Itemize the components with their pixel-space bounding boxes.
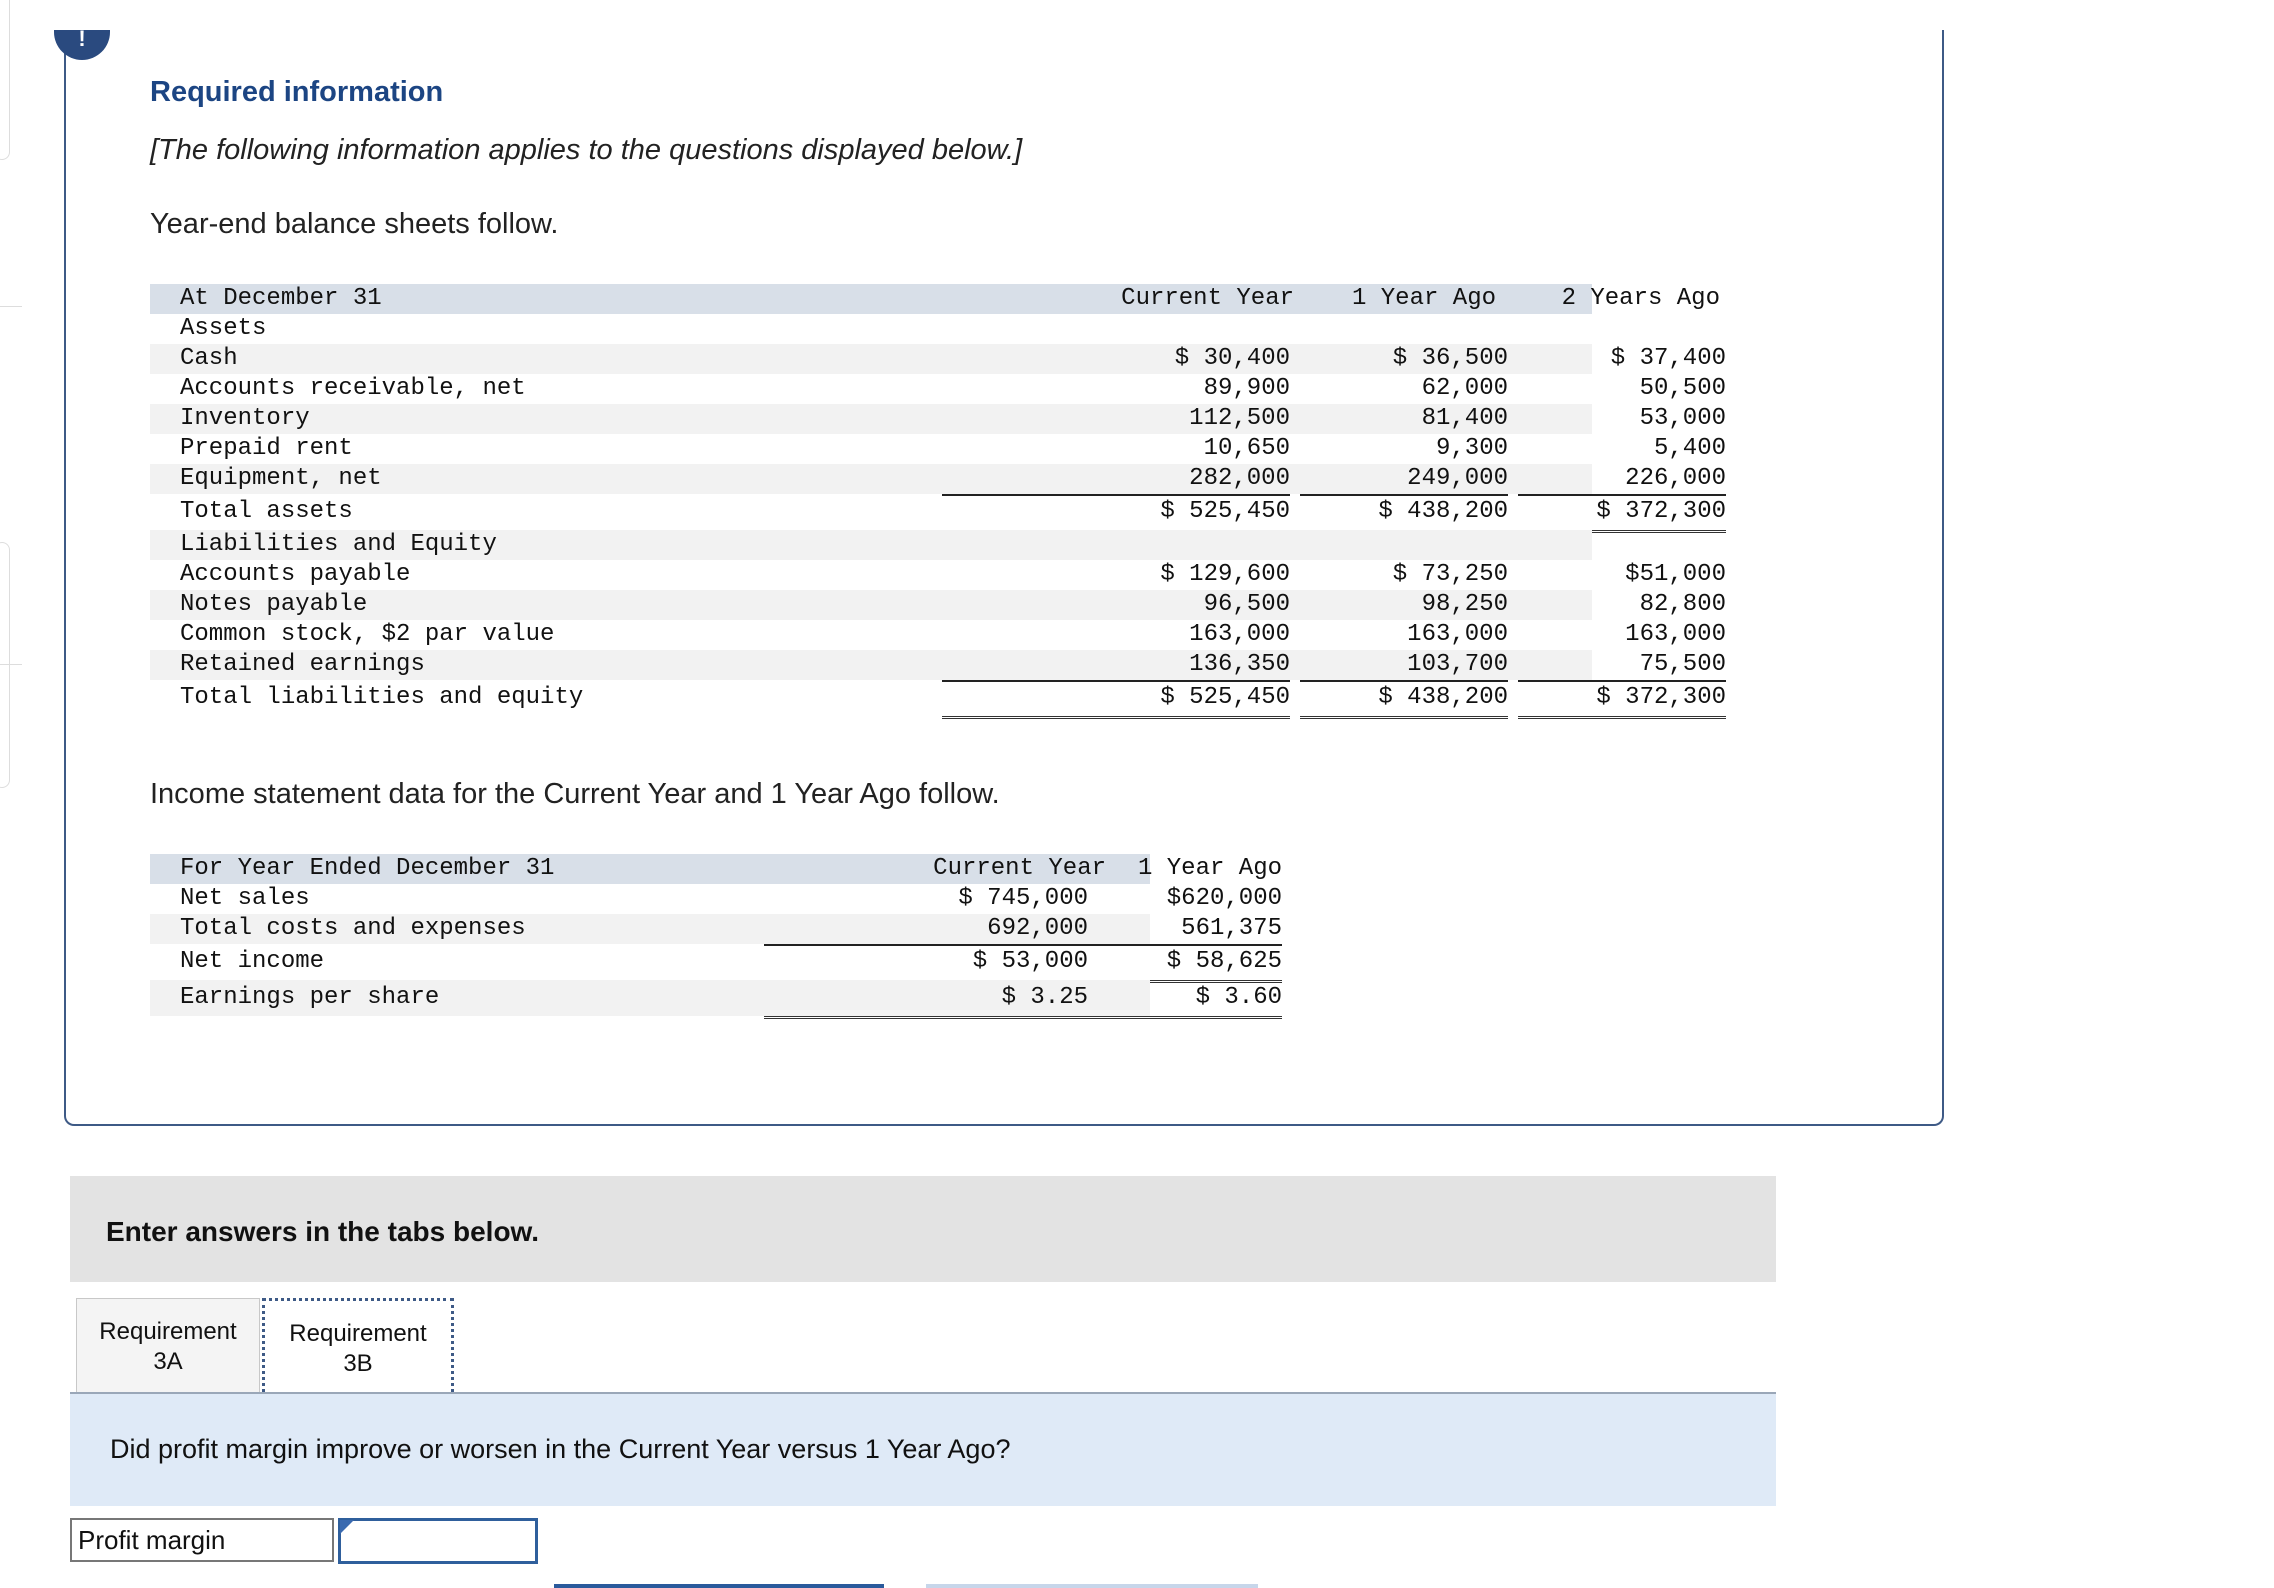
header-current-year: Current Year bbox=[933, 855, 1106, 882]
row-label: Total assets bbox=[180, 498, 353, 525]
table-row bbox=[150, 434, 1726, 464]
info-badge-icon: ! bbox=[54, 30, 110, 60]
cell-1-year-ago: 561,375 bbox=[960, 914, 1282, 946]
cell-1-year-ago: $ 73,250 bbox=[1392, 561, 1508, 588]
total-row bbox=[150, 680, 1726, 716]
cell-1-year-ago: $ 58,625 bbox=[960, 944, 1282, 983]
balance-sheet-table bbox=[150, 284, 1726, 716]
table-row bbox=[150, 464, 1726, 494]
table-row bbox=[150, 914, 1282, 944]
cell-2-years-ago: $51,000 bbox=[1625, 561, 1726, 588]
header-current-year: Current Year bbox=[1121, 285, 1294, 312]
enter-answers-label: Enter answers in the tabs below. bbox=[106, 1216, 540, 1247]
table-row bbox=[150, 374, 1726, 404]
gutter-panel bbox=[0, 0, 10, 160]
assets-heading: Assets bbox=[180, 315, 267, 342]
table-row bbox=[150, 344, 1726, 374]
tab-label-line2: 3B bbox=[343, 1350, 373, 1377]
cell-1-year-ago: 62,000 bbox=[1421, 375, 1508, 402]
row-label: Total costs and expenses bbox=[180, 915, 526, 942]
cell-1-year-ago: $ 36,500 bbox=[1392, 345, 1508, 372]
cell-1-year-ago: $ 3.60 bbox=[960, 980, 1282, 1019]
cell-1-year-ago: 81,400 bbox=[1421, 405, 1508, 432]
header-1-year-ago: 1 Year Ago bbox=[1351, 285, 1496, 312]
tab-label-line1: Requirement bbox=[289, 1320, 427, 1347]
tab-label-line1: Requirement bbox=[99, 1318, 237, 1345]
income-statement-table bbox=[150, 854, 1282, 1016]
cell-2-years-ago: 163,000 bbox=[1625, 621, 1726, 648]
gutter-panel bbox=[0, 542, 10, 788]
cell-2-years-ago: 50,500 bbox=[1639, 375, 1726, 402]
total-row bbox=[150, 494, 1726, 530]
cell-2-years-ago: 53,000 bbox=[1639, 405, 1726, 432]
cell-current-year: $ 3.25 bbox=[764, 980, 1088, 1019]
cell-current-year: 112,500 bbox=[1189, 405, 1290, 432]
row-label: Cash bbox=[180, 345, 238, 372]
cell-current-year: $ 30,400 bbox=[1174, 345, 1290, 372]
cell-2-years-ago: $ 372,300 bbox=[1518, 680, 1726, 719]
income-intro: Income statement data for the Current Year and 1 Year Ago follow. bbox=[150, 778, 1000, 810]
cell-current-year: 136,350 bbox=[942, 650, 1290, 682]
table-row bbox=[150, 590, 1726, 620]
row-label: Notes payable bbox=[180, 591, 368, 618]
section-heading bbox=[150, 530, 1592, 560]
enter-answers-panel bbox=[70, 1176, 1776, 1282]
row-label: Equipment, net bbox=[180, 465, 382, 492]
row-label: Common stock, $2 par value bbox=[180, 621, 555, 648]
question-text: Did profit margin improve or worsen in the Current Year versus 1 Year Ago? bbox=[110, 1434, 1011, 1464]
table-header-row bbox=[150, 284, 1720, 314]
profit-margin-dropdown[interactable] bbox=[338, 1518, 538, 1564]
table-row bbox=[150, 620, 1726, 650]
row-label: Earnings per share bbox=[180, 984, 440, 1011]
profit-margin-label: Profit margin bbox=[70, 1518, 334, 1562]
cell-2-years-ago: 82,800 bbox=[1639, 591, 1726, 618]
cell-2-years-ago: $ 37,400 bbox=[1610, 345, 1726, 372]
row-label: Accounts payable bbox=[180, 561, 411, 588]
cell-current-year: 692,000 bbox=[764, 914, 1088, 946]
question-panel bbox=[70, 1394, 1776, 1506]
cell-1-year-ago: 9,300 bbox=[1435, 435, 1508, 462]
cell-1-year-ago: $ 438,200 bbox=[1300, 680, 1508, 719]
cell-1-year-ago: 249,000 bbox=[1300, 464, 1508, 496]
info-note: [The following information applies to the questions displayed below.] bbox=[150, 134, 1023, 166]
header-1-year-ago: 1 Year Ago bbox=[1137, 855, 1282, 882]
cell-current-year: 163,000 bbox=[1189, 621, 1290, 648]
table-row bbox=[150, 560, 1726, 590]
cell-current-year: $ 129,600 bbox=[1160, 561, 1290, 588]
cell-1-year-ago: $ 438,200 bbox=[1300, 494, 1508, 533]
row-label: Prepaid rent bbox=[180, 435, 353, 462]
total-row bbox=[150, 980, 1282, 1016]
row-label: Retained earnings bbox=[180, 651, 425, 678]
balance-intro: Year-end balance sheets follow. bbox=[150, 208, 559, 240]
header-label: For Year Ended December 31 bbox=[180, 855, 555, 882]
header-2-years-ago: 2 Years Ago bbox=[1561, 285, 1720, 312]
gutter-divider bbox=[0, 306, 22, 307]
cell-1-year-ago: 103,700 bbox=[1300, 650, 1508, 682]
table-row bbox=[150, 884, 1282, 914]
required-info-title: Required information bbox=[150, 76, 444, 108]
cell-2-years-ago: $ 372,300 bbox=[1518, 494, 1726, 533]
cell-2-years-ago: 226,000 bbox=[1518, 464, 1726, 496]
gutter-divider bbox=[0, 664, 22, 665]
cell-2-years-ago: 5,400 bbox=[1653, 435, 1726, 462]
cell-current-year: 282,000 bbox=[942, 464, 1290, 496]
total-row bbox=[150, 944, 1282, 980]
tab-requirement-3a[interactable] bbox=[76, 1298, 260, 1392]
dropdown-corner-icon bbox=[340, 1520, 354, 1534]
cell-current-year: 89,900 bbox=[1203, 375, 1290, 402]
cell-current-year: 10,650 bbox=[1203, 435, 1290, 462]
row-label: Inventory bbox=[180, 405, 310, 432]
cell-current-year: $ 525,450 bbox=[942, 680, 1290, 719]
cell-1-year-ago: 163,000 bbox=[1407, 621, 1508, 648]
header-label: At December 31 bbox=[180, 285, 382, 312]
row-label: Total liabilities and equity bbox=[180, 684, 584, 711]
tab-label-line2: 3A bbox=[153, 1348, 183, 1375]
row-label: Net sales bbox=[180, 885, 310, 912]
row-label: Accounts receivable, net bbox=[180, 375, 526, 402]
secondary-button[interactable] bbox=[926, 1584, 1258, 1588]
section-heading bbox=[150, 314, 1592, 344]
cell-1-year-ago: 98,250 bbox=[1421, 591, 1508, 618]
table-row bbox=[150, 650, 1726, 680]
cell-current-year: $ 53,000 bbox=[764, 944, 1088, 983]
primary-button[interactable] bbox=[554, 1584, 884, 1588]
row-label: Net income bbox=[180, 948, 325, 975]
cell-current-year: $ 525,450 bbox=[942, 494, 1290, 533]
liabilities-heading: Liabilities and Equity bbox=[180, 531, 497, 558]
table-row bbox=[150, 404, 1726, 434]
cell-current-year: $ 745,000 bbox=[958, 885, 1088, 912]
cell-current-year: 96,500 bbox=[1203, 591, 1290, 618]
cell-1-year-ago: $620,000 bbox=[1166, 885, 1282, 912]
cell-2-years-ago: 75,500 bbox=[1518, 650, 1726, 682]
tab-requirement-3b[interactable] bbox=[262, 1298, 454, 1392]
table-header-row bbox=[150, 854, 1282, 884]
